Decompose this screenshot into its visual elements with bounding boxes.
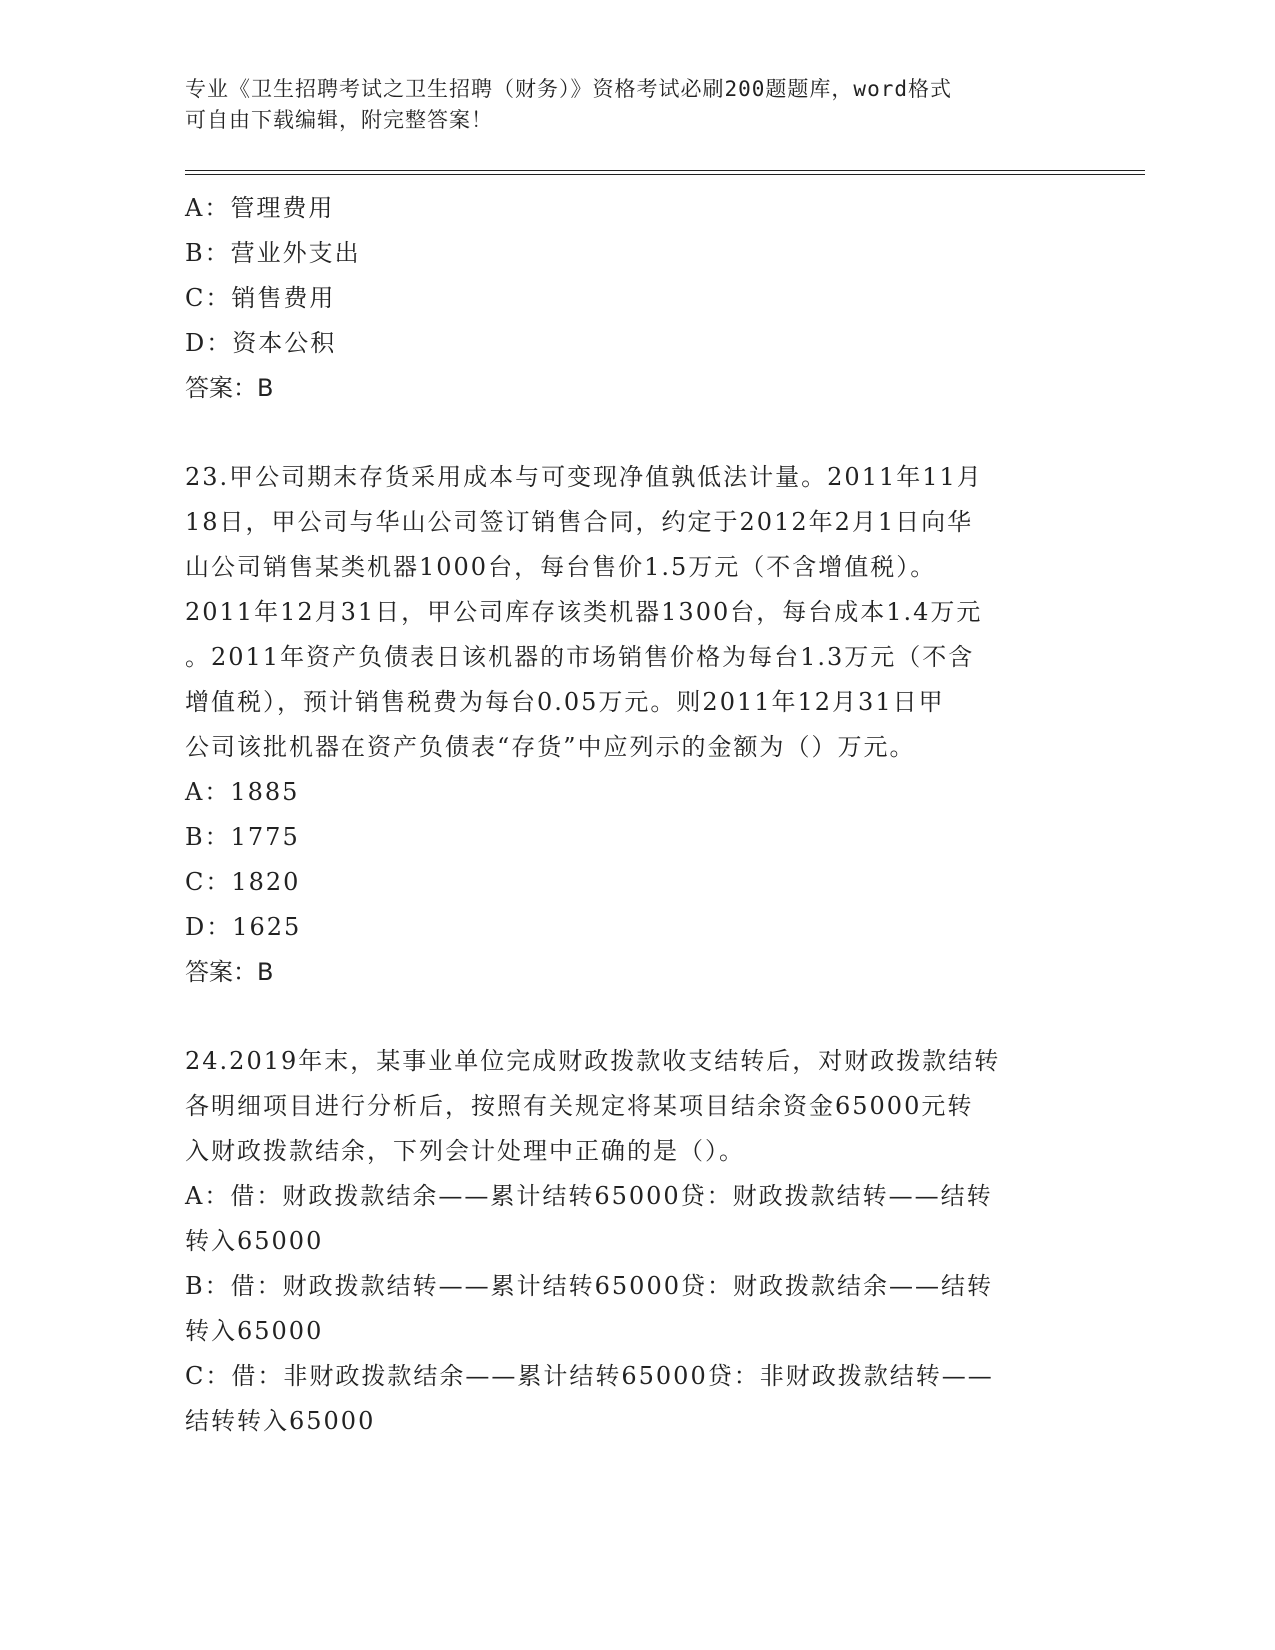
question-text-line: 。2011年资产负债表日该机器的市场销售价格为每台1.3万元（不含 (185, 643, 975, 671)
spacer (185, 411, 1085, 455)
question-24 (185, 1039, 1085, 1444)
page-header (185, 74, 1065, 136)
option-b-continued: 转入65000 (185, 1317, 324, 1345)
question-text-line: 24.2019年末，某事业单位完成财政拨款收支结转后，对财政拨款结转 (185, 1047, 1001, 1075)
question-22 (185, 186, 1085, 411)
answer-line: 答案：B (185, 374, 274, 402)
question-text-line: 入财政拨款结余，下列会计处理中正确的是（）。 (185, 1137, 745, 1165)
option-b: B：1775 (185, 823, 300, 851)
option-d: D：1625 (185, 913, 302, 941)
option-a: A：借：财政拨款结余——累计结转65000贷：财政拨款结转——结转 (185, 1182, 993, 1210)
question-text-line: 增值税），预计销售税费为每台0.05万元。则2011年12月31日甲 (185, 688, 945, 716)
option-a-continued: 转入65000 (185, 1227, 324, 1255)
header-divider-bottom (185, 174, 1145, 175)
question-23 (185, 455, 1085, 995)
header-divider-top (185, 170, 1145, 171)
question-text-line: 23.甲公司期末存货采用成本与可变现净值孰低法计量。2011年11月 (185, 463, 983, 491)
option-a: A：1885 (185, 778, 300, 806)
question-content (185, 186, 1085, 1444)
question-text-line: 18日，甲公司与华山公司签订销售合同，约定于2012年2月1日向华 (185, 508, 974, 536)
option-c: C：借：非财政拨款结余——累计结转65000贷：非财政拨款结转—— (185, 1362, 994, 1390)
question-text-line: 各明细项目进行分析后，按照有关规定将某项目结余资金65000元转 (185, 1092, 974, 1120)
question-text-line: 2011年12月31日，甲公司库存该类机器1300台，每台成本1.4万元 (185, 598, 983, 626)
option-d: D：资本公积 (185, 329, 337, 357)
option-b: B：借：财政拨款结转——累计结转65000贷：财政拨款结余——结转 (185, 1272, 993, 1300)
header-title-line-2: 可自由下载编辑，附完整答案！ (185, 108, 493, 132)
option-a: A：管理费用 (185, 194, 335, 222)
option-b: B：营业外支出 (185, 239, 361, 267)
question-text-line: 山公司销售某类机器1000台，每台售价1.5万元（不含增值税）。 (185, 553, 937, 581)
spacer (185, 995, 1085, 1039)
answer-line: 答案：B (185, 958, 274, 986)
option-c-continued: 结转转入65000 (185, 1407, 376, 1435)
question-text-line: 公司该批机器在资产负债表“存货”中应列示的金额为（）万元。 (185, 733, 916, 761)
option-c: C：销售费用 (185, 284, 336, 312)
header-title-line-1: 专业《卫生招聘考试之卫生招聘（财务）》资格考试必刷200题题库，word格式 (185, 77, 952, 101)
option-c: C：1820 (185, 868, 301, 896)
